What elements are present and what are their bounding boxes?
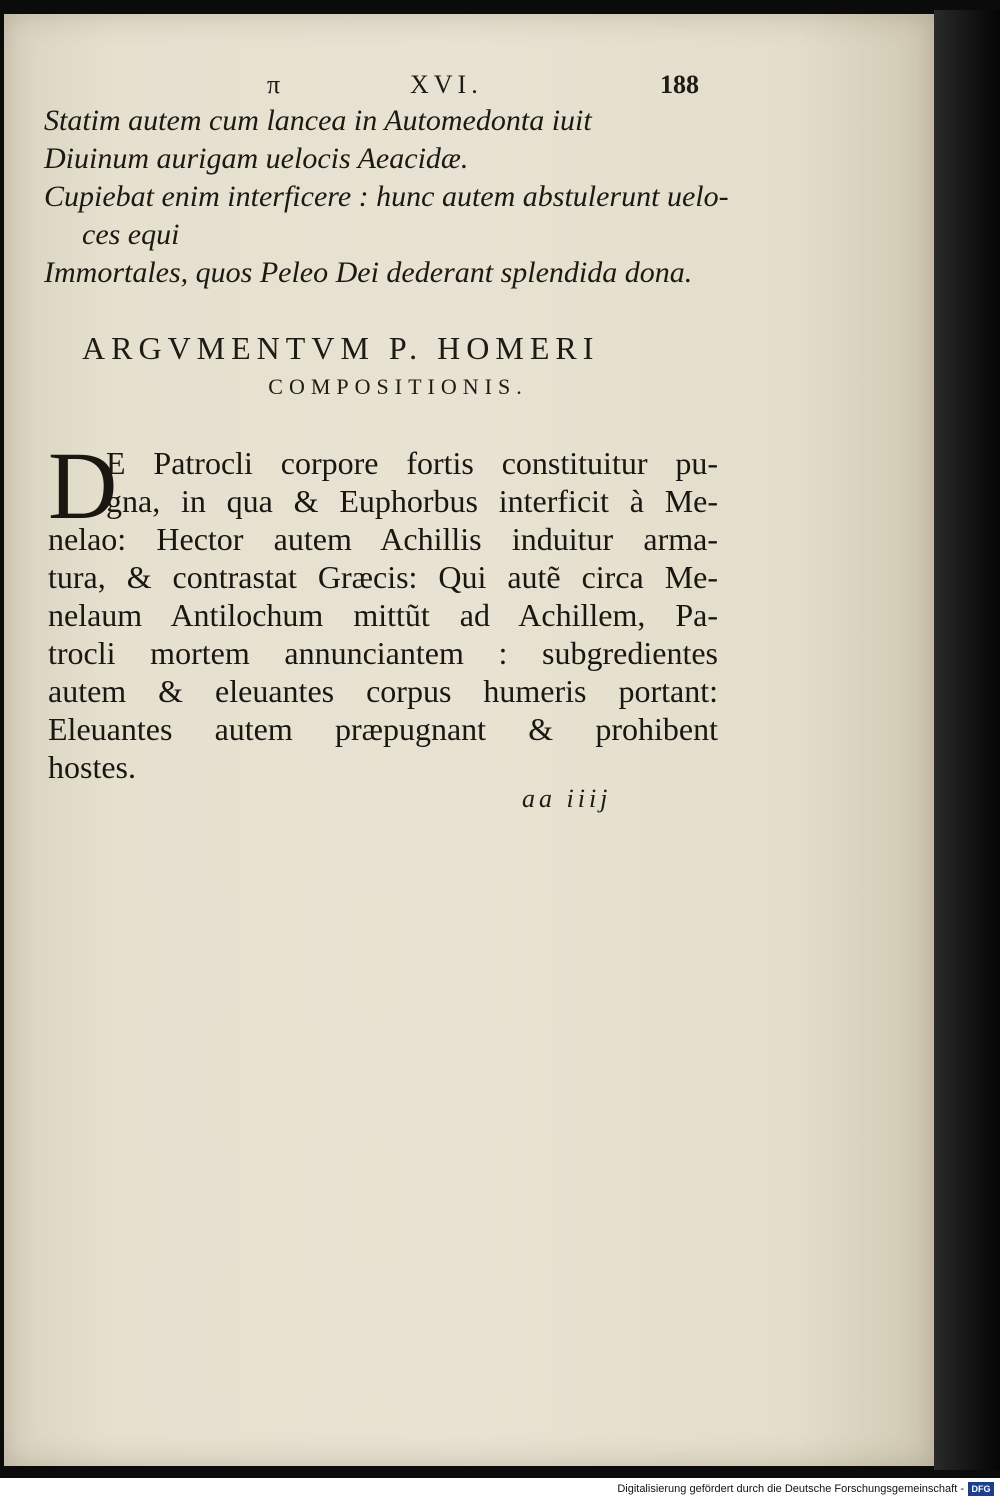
paragraph-line: nelaum Antilochum mittũt ad Achillem, Pa- <box>48 597 718 633</box>
paragraph-line: E Patrocli corpore fortis constituitur pu- <box>106 445 718 481</box>
paragraph-line: nelao: Hector autem Achillis induitur arma- <box>48 521 718 557</box>
verse-block <box>44 102 744 292</box>
book-spine <box>934 10 1000 1470</box>
dfg-logo-icon: DFG <box>968 1482 994 1496</box>
digitization-footer <box>0 1478 1000 1503</box>
argument-paragraph <box>48 432 718 786</box>
paragraph-line: trocli mortem annunciantem : subgredientes <box>48 635 718 671</box>
verse-line: Statim autem cum lancea in Automedonta iuit <box>44 104 592 137</box>
header-book-number: XVI. <box>410 70 483 99</box>
verse-line: Diuinum aurigam uelocis Aeacidæ. <box>44 142 469 175</box>
verse-line: Immortales, quos Peleo Dei dederant splendida dona. <box>44 256 693 289</box>
paragraph-line: gna, in qua & Euphorbus interficit à Me- <box>106 483 718 519</box>
drop-cap: D <box>48 432 118 539</box>
signature-mark: aa iiij <box>522 784 612 813</box>
funding-notice: Digitalisierung gefördert durch die Deutsche Forschungsgemeinschaft - <box>617 1483 964 1495</box>
page-number: 188 <box>660 70 699 99</box>
verse-line: Cupiebat enim interficere : hunc autem abstulerunt uelo- <box>44 180 729 213</box>
section-title: ARGVMENTVM P. HOMERI <box>82 330 600 366</box>
section-subtitle: COMPOSITIONIS. <box>268 374 528 399</box>
paragraph-line: autem & eleuantes corpus humeris portant: <box>48 673 718 709</box>
paragraph-line: Eleuantes autem præpugnant & prohibent <box>48 711 718 747</box>
header-left-mark: π <box>267 70 285 99</box>
paragraph-line: hostes. <box>48 749 136 785</box>
paragraph-line: tura, & contrastat Græcis: Qui autẽ circa Me- <box>48 559 718 595</box>
verse-line: ces equi <box>82 218 180 251</box>
